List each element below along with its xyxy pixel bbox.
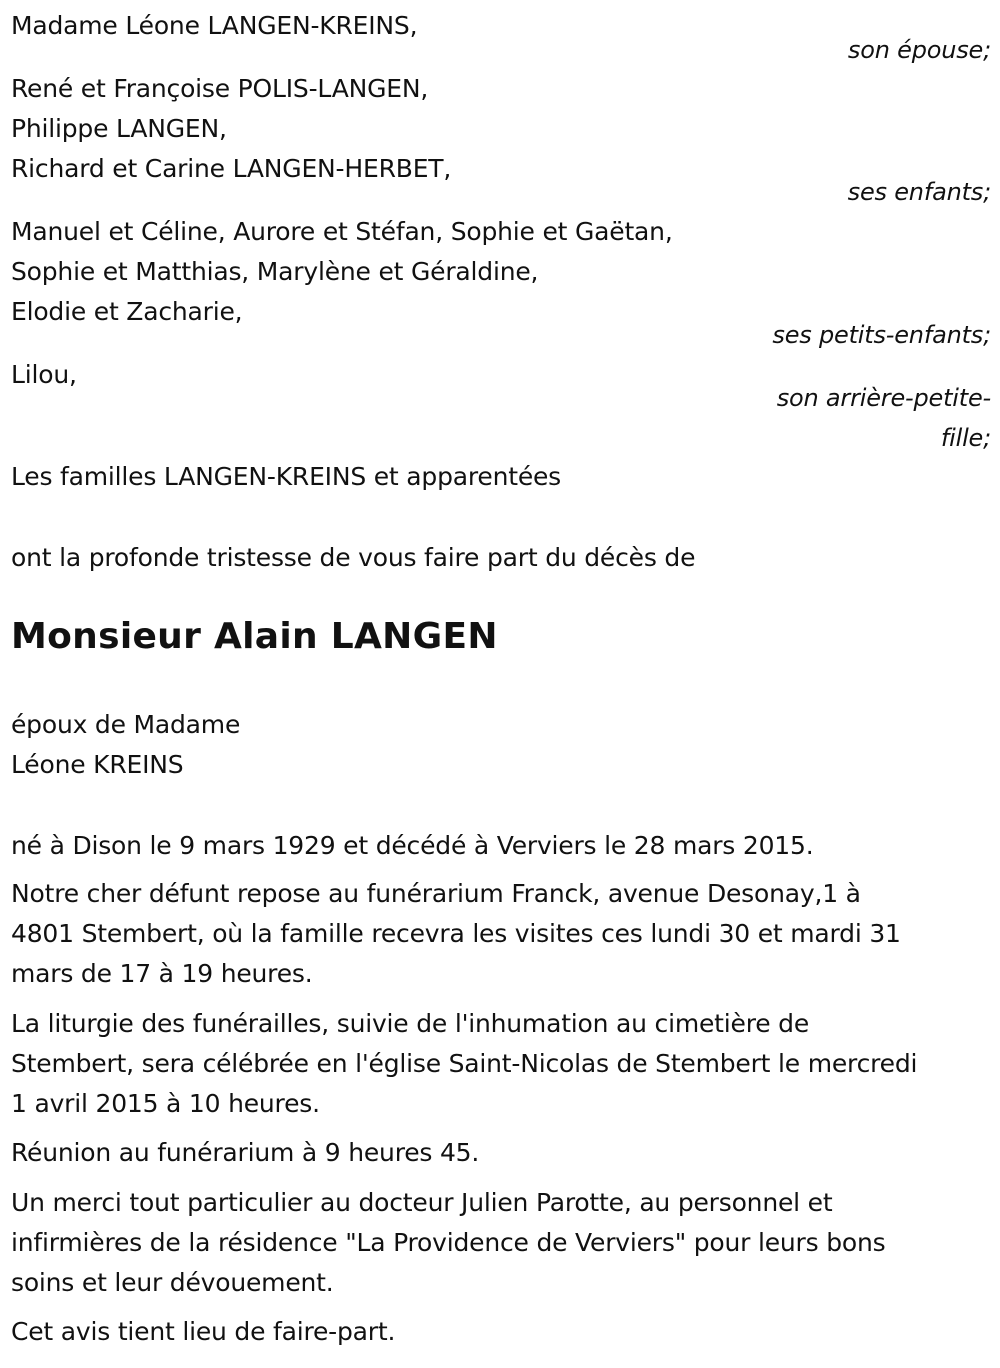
paragraph-line: infirmières de la résidence "La Providence de Verviers" pour leurs bons <box>11 1228 886 1257</box>
spouse-name: Madame Léone LANGEN-KREINS, <box>11 11 418 40</box>
meeting-paragraph: Réunion au funérarium à 9 heures 45. <box>11 1138 480 1167</box>
grandchildren-role: ses petits-enfants; <box>772 321 991 349</box>
announcement-text: ont la profonde tristesse de vous faire part du décès de <box>11 543 696 572</box>
thanks-paragraph <box>11 1183 885 1303</box>
closing-paragraph: Cet avis tient lieu de faire-part. <box>11 1317 396 1346</box>
spouse-of-line2: Léone KREINS <box>11 750 184 779</box>
child-name: René et Françoise POLIS-LANGEN, <box>11 74 429 103</box>
paragraph-line: Un merci tout particulier au docteur Julien Parotte, au personnel et <box>11 1188 833 1217</box>
paragraph-line: Stembert, sera célébrée en l'église Saint-Nicolas de Stembert le mercredi <box>11 1049 918 1078</box>
spouse-role: son épouse; <box>847 36 991 64</box>
paragraph-line: 1 avril 2015 à 10 heures. <box>11 1089 320 1118</box>
deceased-name: Monsieur Alain LANGEN <box>11 616 498 657</box>
paragraph-line: 4801 Stembert, où la famille recevra les visites ces lundi 30 et mardi 31 <box>11 919 901 948</box>
paragraph-line: Notre cher défunt repose au funérarium Franck, avenue Desonay,1 à <box>11 879 861 908</box>
spouse-of-line1: époux de Madame <box>11 710 241 739</box>
great-grandchild-name: Lilou, <box>11 360 77 389</box>
great-grandchild-role-line2: fille; <box>940 424 991 452</box>
child-name: Philippe LANGEN, <box>11 114 227 143</box>
birth-death-paragraph: né à Dison le 9 mars 1929 et décédé à Verviers le 28 mars 2015. <box>11 831 814 860</box>
grandchildren-line: Elodie et Zacharie, <box>11 297 243 326</box>
related-families: Les familles LANGEN-KREINS et apparentées <box>11 462 562 491</box>
children-role: ses enfants; <box>847 178 991 206</box>
grandchildren-line: Manuel et Céline, Aurore et Stéfan, Sophie et Gaëtan, <box>11 217 673 246</box>
grandchildren-line: Sophie et Matthias, Marylène et Géraldine, <box>11 257 539 286</box>
paragraph-line: mars de 17 à 19 heures. <box>11 959 313 988</box>
resting-place-paragraph <box>11 874 901 994</box>
paragraph-line: La liturgie des funérailles, suivie de l'inhumation au cimetière de <box>11 1009 810 1038</box>
paragraph-line: soins et leur dévouement. <box>11 1268 334 1297</box>
child-name: Richard et Carine LANGEN-HERBET, <box>11 154 452 183</box>
liturgy-paragraph <box>11 1004 917 1124</box>
great-grandchild-role-line1: son arrière-petite- <box>776 384 991 412</box>
